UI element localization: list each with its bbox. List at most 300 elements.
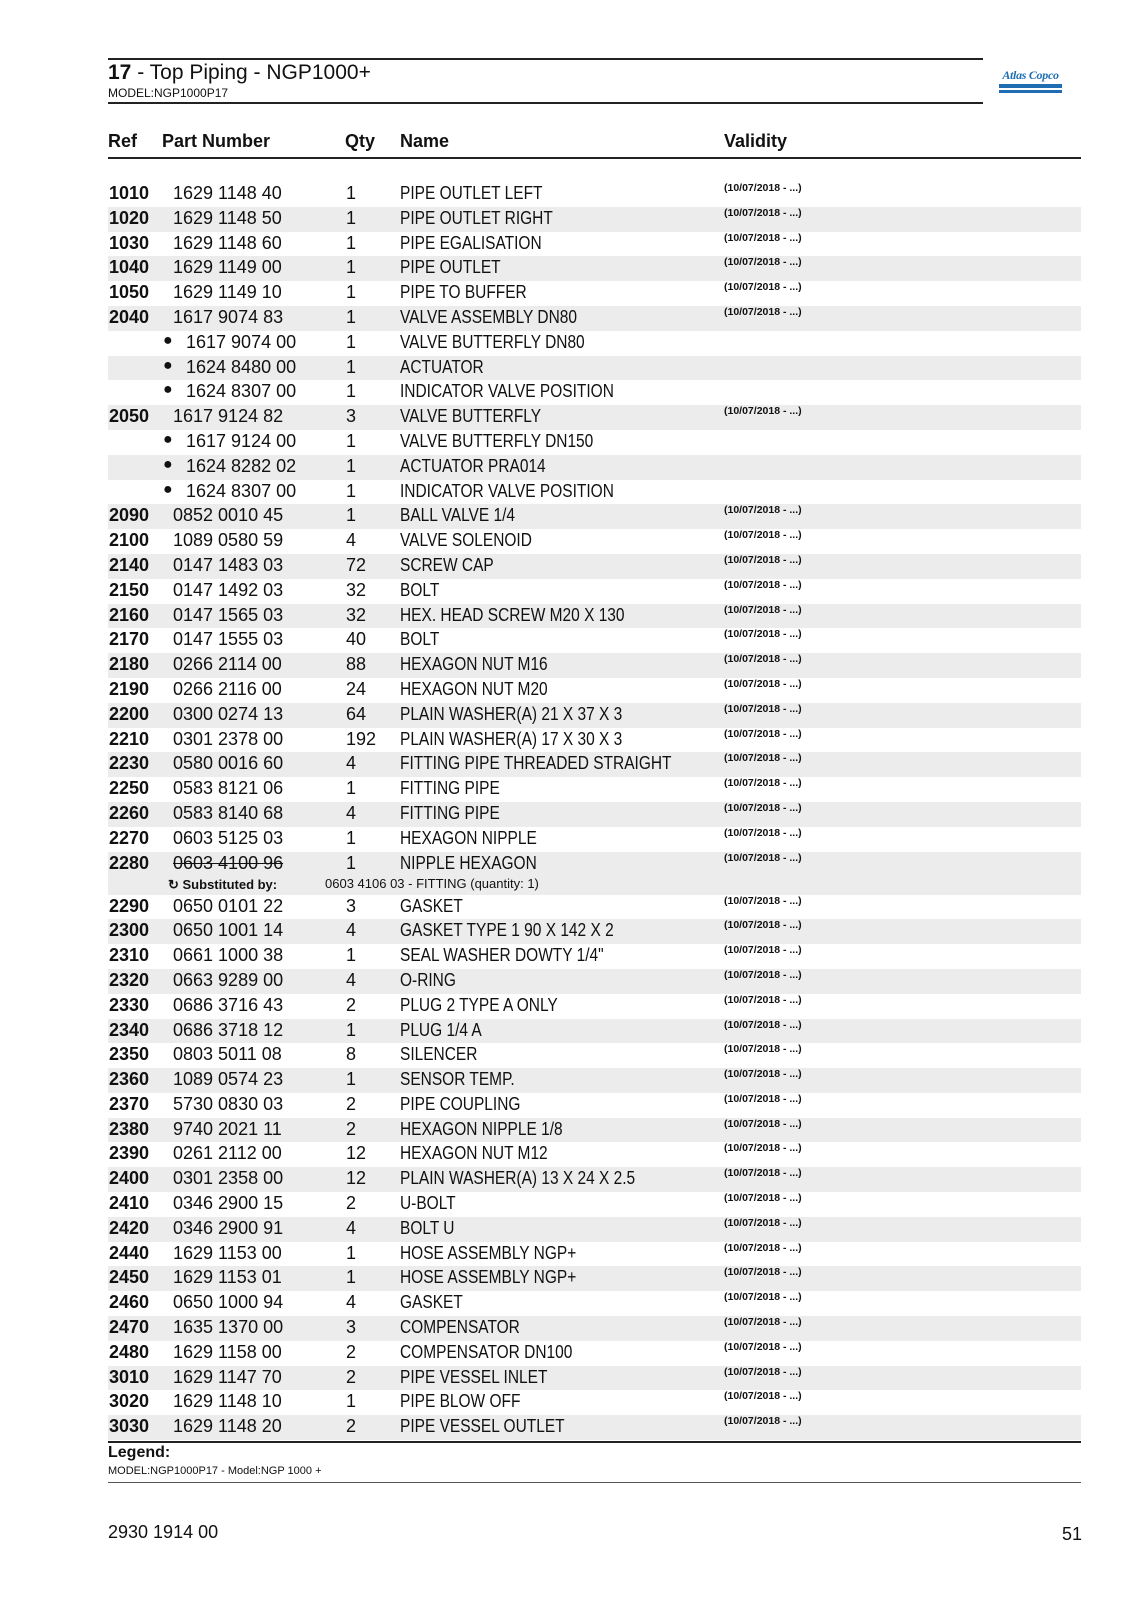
part-number-cell: 1629 1149 00 (173, 257, 282, 278)
qty-cell: 3 (346, 1317, 357, 1338)
table-row (108, 256, 1081, 281)
ref-cell: 2170 (109, 629, 150, 650)
legend-rule (108, 1482, 1081, 1483)
part-number-cell: 0147 1555 03 (173, 629, 284, 650)
name-cell: VALVE BUTTERFLY (400, 406, 542, 427)
part-number-cell: 1629 1147 70 (173, 1366, 282, 1387)
document-number: 2930 1914 00 (108, 1522, 219, 1542)
part-number-cell: 1635 1370 00 (173, 1317, 284, 1338)
validity-cell: (10/07/2018 - ...) (724, 1415, 802, 1428)
name-cell: SENSOR TEMP. (400, 1069, 515, 1090)
validity-cell: (10/07/2018 - ...) (724, 1390, 802, 1403)
ref-cell: 2370 (109, 1093, 150, 1114)
qty-cell: 2 (346, 1366, 357, 1387)
logo-bar-bottom (999, 90, 1062, 93)
validity-cell: (10/07/2018 - ...) (724, 702, 802, 715)
qty-cell: 12 (346, 1168, 367, 1189)
ref-cell: 2290 (109, 895, 150, 916)
qty-cell: 12 (346, 1143, 367, 1164)
table-row (108, 703, 1081, 728)
table-row (108, 1068, 1081, 1093)
table-row (108, 1316, 1081, 1341)
qty-cell: 4 (346, 753, 357, 774)
qty-cell: 64 (346, 703, 367, 724)
part-number-cell: 0580 0016 60 (173, 753, 284, 774)
ref-cell: 2140 (109, 554, 150, 575)
validity-cell: (10/07/2018 - ...) (724, 919, 802, 932)
column-header-validity: Validity (724, 131, 788, 151)
name-cell: SCREW CAP (400, 554, 494, 575)
validity-cell: (10/07/2018 - ...) (724, 777, 802, 790)
part-number-cell: 0346 2900 91 (173, 1217, 284, 1238)
table-row (108, 1118, 1081, 1143)
part-number-cell: 1617 9074 83 (173, 306, 284, 327)
part-number-cell: 1629 1153 01 (173, 1267, 282, 1288)
validity-cell: (10/07/2018 - ...) (724, 182, 802, 194)
name-cell: PLAIN WASHER(A) 17 X 30 X 3 (400, 728, 623, 749)
validity-cell: (10/07/2018 - ...) (724, 405, 802, 418)
table-row (108, 529, 1081, 554)
ref-cell: 2250 (109, 778, 150, 799)
name-cell: GASKET TYPE 1 90 X 142 X 2 (400, 920, 614, 941)
substitution-label-text: Substituted by: (182, 876, 278, 892)
part-number-cell: 1624 8307 00 (186, 480, 297, 501)
qty-cell: 1 (346, 827, 357, 848)
ref-cell: 1020 (109, 207, 150, 228)
table-row (108, 356, 1081, 381)
ref-cell: 2300 (109, 920, 150, 941)
part-number-cell: 0686 3716 43 (173, 994, 284, 1015)
qty-cell: 2 (346, 994, 357, 1015)
qty-cell: 1 (346, 1069, 357, 1090)
ref-cell: 2160 (109, 604, 150, 625)
name-cell: FITTING PIPE (400, 778, 500, 799)
qty-cell: 32 (346, 604, 367, 625)
table-row (108, 994, 1081, 1019)
ref-cell: 2420 (109, 1217, 150, 1238)
ref-cell: 2350 (109, 1044, 150, 1065)
part-number-cell: 0147 1483 03 (173, 554, 284, 575)
name-cell: SILENCER (400, 1044, 478, 1065)
name-cell: HOSE ASSEMBLY NGP+ (400, 1267, 577, 1288)
part-number-cell: 0650 0101 22 (173, 895, 284, 916)
part-number-cell: 0301 2358 00 (173, 1168, 284, 1189)
part-number-cell: 1624 8282 02 (186, 455, 297, 476)
name-cell: U-BOLT (400, 1193, 456, 1214)
qty-cell: 1 (346, 1242, 357, 1263)
part-number-cell: 0603 4100 96 (173, 852, 284, 873)
qty-cell: 1 (346, 207, 357, 228)
part-number-cell: 0650 1000 94 (173, 1292, 284, 1313)
name-cell: COMPENSATOR DN100 (400, 1341, 573, 1362)
qty-cell: 4 (346, 969, 357, 990)
ref-cell: 2210 (109, 728, 150, 749)
qty-cell: 4 (346, 1292, 357, 1313)
legend-title: Legend: (108, 1444, 171, 1461)
name-cell: BOLT U (400, 1217, 455, 1238)
name-cell: PIPE EGALISATION (400, 232, 542, 253)
validity-cell: (10/07/2018 - ...) (724, 1216, 802, 1229)
name-cell: INDICATOR VALVE POSITION (400, 381, 614, 402)
table-row (108, 579, 1081, 604)
table-row (108, 281, 1081, 306)
qty-cell: 4 (346, 1217, 357, 1238)
table-row (108, 1366, 1081, 1391)
ref-cell: 2280 (109, 852, 150, 873)
name-cell: HEXAGON NIPPLE 1/8 (400, 1118, 563, 1139)
table-row (108, 1217, 1081, 1242)
table-row (108, 182, 1081, 207)
substitution-detail: 0603 4106 03 - FITTING (quantity: 1) (325, 875, 539, 891)
ref-cell: 2310 (109, 945, 150, 966)
ref-cell: 2330 (109, 994, 150, 1015)
ref-cell: 2400 (109, 1168, 150, 1189)
validity-cell: (10/07/2018 - ...) (724, 801, 802, 814)
table-row (108, 1341, 1081, 1366)
part-number-cell: 1629 1149 10 (173, 282, 282, 303)
header-rule (108, 157, 1081, 159)
logo-text: Atlas Copco (1002, 68, 1059, 82)
name-cell: HEX. HEAD SCREW M20 X 130 (400, 604, 625, 625)
name-cell: GASKET (400, 895, 463, 916)
table-row (108, 728, 1081, 753)
qty-cell: 1 (346, 381, 357, 402)
part-number-cell: 1617 9124 82 (173, 406, 284, 427)
bullet-dot-icon: ● (163, 455, 173, 473)
qty-cell: 192 (346, 728, 377, 749)
part-number-cell: 1624 8480 00 (186, 356, 297, 377)
ref-cell: 2200 (109, 703, 150, 724)
validity-cell: (10/07/2018 - ...) (724, 305, 802, 318)
name-cell: PLUG 1/4 A (400, 1019, 482, 1040)
part-number-cell: 1629 1153 00 (173, 1242, 282, 1263)
validity-cell: (10/07/2018 - ...) (724, 677, 802, 690)
qty-cell: 1 (346, 480, 357, 501)
name-cell: HEXAGON NUT M16 (400, 654, 548, 675)
name-cell: O-RING (400, 969, 456, 990)
section-number: 17 (108, 61, 132, 84)
bullet-dot-icon: ● (163, 381, 173, 399)
table-row (108, 306, 1081, 331)
table-row (108, 1291, 1081, 1316)
table-row (108, 1142, 1081, 1167)
validity-cell: (10/07/2018 - ...) (724, 1117, 802, 1130)
table-row (108, 1167, 1081, 1192)
name-cell: ACTUATOR (400, 356, 484, 377)
part-number-cell: 0266 2116 00 (173, 678, 282, 699)
table-row (108, 1192, 1081, 1217)
ref-cell: 3030 (109, 1416, 150, 1437)
name-cell: HEXAGON NUT M20 (400, 678, 548, 699)
qty-cell: 1 (346, 257, 357, 278)
validity-cell: (10/07/2018 - ...) (724, 653, 802, 666)
table-row (108, 777, 1081, 802)
table-row (108, 1266, 1081, 1291)
validity-cell: (10/07/2018 - ...) (724, 529, 802, 542)
validity-cell: (10/07/2018 - ...) (724, 1291, 802, 1304)
qty-cell: 3 (346, 895, 357, 916)
name-cell: PIPE OUTLET LEFT (400, 183, 543, 203)
column-header-name: Name (400, 131, 450, 151)
validity-cell: (10/07/2018 - ...) (724, 1316, 802, 1329)
bullet-dot-icon: ● (163, 430, 173, 448)
name-cell: VALVE ASSEMBLY DN80 (400, 306, 577, 327)
name-cell: BOLT (400, 629, 440, 650)
ref-cell: 2340 (109, 1019, 150, 1040)
ref-cell: 2380 (109, 1118, 150, 1139)
table-row (108, 207, 1081, 232)
qty-cell: 1 (346, 331, 357, 352)
name-cell: VALVE BUTTERFLY DN80 (400, 331, 585, 352)
column-header-ref: Ref (108, 131, 138, 151)
validity-cell: (10/07/2018 - ...) (724, 231, 802, 244)
table-row (108, 827, 1081, 852)
table-end-rule (108, 1441, 1081, 1443)
table-row (108, 1415, 1081, 1440)
ref-cell: 2450 (109, 1267, 150, 1288)
validity-cell: (10/07/2018 - ...) (724, 752, 802, 765)
ref-cell: 2190 (109, 678, 150, 699)
table-row (108, 944, 1081, 969)
qty-cell: 2 (346, 1193, 357, 1214)
validity-cell: (10/07/2018 - ...) (724, 1068, 802, 1081)
table-row (108, 1043, 1081, 1068)
ref-cell: 2270 (109, 827, 150, 848)
name-cell: PIPE OUTLET (400, 257, 501, 278)
part-number-cell: 0663 9289 00 (173, 969, 284, 990)
table-row (108, 380, 1081, 405)
table-row (108, 1390, 1081, 1415)
ref-cell: 2360 (109, 1069, 150, 1090)
validity-cell: (10/07/2018 - ...) (724, 578, 802, 591)
ref-cell: 2320 (109, 969, 150, 990)
name-cell: ACTUATOR PRA014 (400, 455, 546, 476)
qty-cell: 1 (346, 945, 357, 966)
qty-cell: 1 (346, 778, 357, 799)
validity-cell: (10/07/2018 - ...) (724, 1192, 802, 1205)
name-cell: FITTING PIPE (400, 802, 500, 823)
ref-cell: 1040 (109, 257, 150, 278)
part-number-cell: 0583 8121 06 (173, 778, 284, 799)
validity-cell: (10/07/2018 - ...) (724, 1241, 802, 1254)
bullet-dot-icon: ● (163, 356, 173, 374)
part-number-cell: 9740 2021 11 (173, 1118, 282, 1139)
qty-cell: 1 (346, 356, 357, 377)
table-row (108, 232, 1081, 257)
qty-cell: 1 (346, 1391, 357, 1412)
validity-cell: (10/07/2018 - ...) (724, 993, 802, 1006)
part-number-cell: 1617 9074 00 (186, 331, 297, 352)
validity-cell: (10/07/2018 - ...) (724, 603, 802, 616)
part-number-cell: 0686 3718 12 (173, 1019, 284, 1040)
validity-cell: (10/07/2018 - ...) (724, 1340, 802, 1353)
ref-cell: 2150 (109, 579, 150, 600)
qty-cell: 4 (346, 530, 357, 551)
validity-cell: (10/07/2018 - ...) (724, 1365, 802, 1378)
validity-cell: (10/07/2018 - ...) (724, 281, 802, 294)
qty-cell: 88 (346, 654, 367, 675)
table-row (108, 430, 1081, 455)
validity-cell: (10/07/2018 - ...) (724, 206, 802, 219)
name-cell: FITTING PIPE THREADED STRAIGHT (400, 753, 672, 774)
qty-cell: 3 (346, 406, 357, 427)
qty-cell: 4 (346, 920, 357, 941)
table-row (108, 1019, 1081, 1044)
validity-cell: (10/07/2018 - ...) (724, 1018, 802, 1031)
part-number-cell: 0147 1492 03 (173, 579, 284, 600)
model-code: MODEL:NGP1000P17 (108, 86, 229, 100)
validity-cell: (10/07/2018 - ...) (724, 1092, 802, 1105)
part-number-cell: 1617 9124 00 (186, 430, 297, 451)
part-number-cell: 1629 1148 10 (173, 1391, 282, 1412)
table-row (108, 919, 1081, 944)
qty-cell: 1 (346, 183, 357, 203)
qty-cell: 1 (346, 505, 357, 526)
qty-cell: 8 (346, 1044, 357, 1065)
qty-cell: 1 (346, 1019, 357, 1040)
part-number-cell: 0346 2900 15 (173, 1193, 284, 1214)
page-header (108, 58, 983, 104)
ref-cell: 2470 (109, 1317, 150, 1338)
name-cell: INDICATOR VALVE POSITION (400, 480, 614, 501)
section-title: - Top Piping - NGP1000+ (131, 61, 371, 84)
qty-cell: 2 (346, 1118, 357, 1139)
validity-cell: (10/07/2018 - ...) (724, 944, 802, 957)
qty-cell: 1 (346, 282, 357, 303)
part-number-cell: 1089 0580 59 (173, 530, 284, 551)
name-cell: PIPE COUPLING (400, 1093, 521, 1114)
ref-cell: 1030 (109, 232, 150, 253)
validity-cell: (10/07/2018 - ...) (724, 256, 802, 269)
validity-cell: (10/07/2018 - ...) (724, 1043, 802, 1056)
part-number-cell: 0803 5011 08 (173, 1044, 282, 1065)
part-number-cell: 0583 8140 68 (173, 802, 284, 823)
validity-cell: (10/07/2018 - ...) (724, 968, 802, 981)
name-cell: PIPE TO BUFFER (400, 282, 527, 303)
parts-table (108, 182, 1081, 1440)
qty-cell: 4 (346, 802, 357, 823)
part-number-cell: 5730 0830 03 (173, 1093, 284, 1114)
validity-cell: (10/07/2018 - ...) (724, 1142, 802, 1155)
table-row (108, 678, 1081, 703)
qty-cell: 1 (346, 232, 357, 253)
qty-cell: 1 (346, 455, 357, 476)
name-cell: BALL VALVE 1/4 (400, 505, 516, 526)
validity-cell: (10/07/2018 - ...) (724, 826, 802, 839)
ref-cell: 2460 (109, 1292, 150, 1313)
part-number-cell: 1629 1148 60 (173, 232, 282, 253)
ref-cell: 2440 (109, 1242, 150, 1263)
qty-cell: 1 (346, 306, 357, 327)
ref-cell: 2180 (109, 654, 150, 675)
name-cell: PIPE BLOW OFF (400, 1391, 521, 1412)
validity-cell: (10/07/2018 - ...) (724, 1266, 802, 1279)
table-row (108, 628, 1081, 653)
table-row (108, 653, 1081, 678)
name-cell: COMPENSATOR (400, 1317, 520, 1338)
table-row (108, 802, 1081, 827)
table-row (108, 405, 1081, 430)
table-row (108, 331, 1081, 356)
qty-cell: 72 (346, 554, 367, 575)
name-cell: GASKET (400, 1292, 463, 1313)
ref-cell: 3010 (109, 1366, 150, 1387)
ref-cell: 1010 (109, 183, 150, 203)
table-row (108, 852, 1081, 895)
part-number-cell: 0661 1000 38 (173, 945, 284, 966)
qty-cell: 40 (346, 629, 367, 650)
validity-cell: (10/07/2018 - ...) (724, 628, 802, 641)
table-row (108, 554, 1081, 579)
name-cell: PLUG 2 TYPE A ONLY (400, 994, 558, 1015)
part-number-cell: 1089 0574 23 (173, 1069, 284, 1090)
qty-cell: 2 (346, 1341, 357, 1362)
page-number: 51 (1062, 1524, 1083, 1544)
part-number-cell: 1629 1148 40 (173, 183, 282, 203)
ref-cell: 3020 (109, 1391, 150, 1412)
qty-cell: 1 (346, 1267, 357, 1288)
table-row (108, 895, 1081, 920)
column-header-part-number: Part Number (162, 131, 271, 151)
part-number-cell: 0147 1565 03 (173, 604, 284, 625)
table-row (108, 504, 1081, 529)
page-title (108, 61, 371, 85)
part-number-cell: 0261 2112 00 (173, 1143, 282, 1164)
name-cell: HEXAGON NUT M12 (400, 1143, 548, 1164)
qty-cell: 2 (346, 1093, 357, 1114)
part-number-cell: 1629 1148 50 (173, 207, 282, 228)
table-row (108, 1093, 1081, 1118)
part-number-cell: 0603 5125 03 (173, 827, 284, 848)
part-number-cell: 0852 0010 45 (173, 505, 284, 526)
name-cell: PIPE VESSEL OUTLET (400, 1416, 565, 1437)
name-cell: PLAIN WASHER(A) 21 X 37 X 3 (400, 703, 623, 724)
name-cell: HEXAGON NIPPLE (400, 827, 537, 848)
table-row (108, 455, 1081, 480)
name-cell: VALVE SOLENOID (400, 530, 532, 551)
validity-cell: (10/07/2018 - ...) (724, 851, 802, 864)
validity-cell: (10/07/2018 - ...) (724, 894, 802, 907)
bullet-dot-icon: ● (163, 331, 173, 349)
qty-cell: 24 (346, 678, 367, 699)
substitution-label (168, 877, 277, 893)
name-cell: HOSE ASSEMBLY NGP+ (400, 1242, 577, 1263)
atlas-copco-logo (999, 62, 1062, 94)
table-row (108, 969, 1081, 994)
name-cell: VALVE BUTTERFLY DN150 (400, 430, 594, 451)
table-row (108, 604, 1081, 629)
ref-cell: 2090 (109, 505, 150, 526)
part-number-cell: 1629 1148 20 (173, 1416, 282, 1437)
bullet-dot-icon: ● (163, 480, 173, 498)
part-number-cell: 1629 1158 00 (173, 1341, 282, 1362)
part-number-cell: 0266 2114 00 (173, 654, 282, 675)
ref-cell: 2260 (109, 802, 150, 823)
part-number-cell: 0300 0274 13 (173, 703, 284, 724)
qty-cell: 2 (346, 1416, 357, 1437)
validity-cell: (10/07/2018 - ...) (724, 1167, 802, 1180)
name-cell: PIPE OUTLET RIGHT (400, 207, 553, 228)
ref-cell: 2100 (109, 530, 150, 551)
validity-cell: (10/07/2018 - ...) (724, 727, 802, 740)
logo-bar-top (999, 84, 1062, 88)
column-header-qty: Qty (345, 131, 376, 151)
ref-cell: 2410 (109, 1193, 150, 1214)
refresh-arrows-icon: ↻ (168, 876, 183, 892)
ref-cell: 2230 (109, 753, 150, 774)
name-cell: BOLT (400, 579, 440, 600)
qty-cell: 32 (346, 579, 367, 600)
